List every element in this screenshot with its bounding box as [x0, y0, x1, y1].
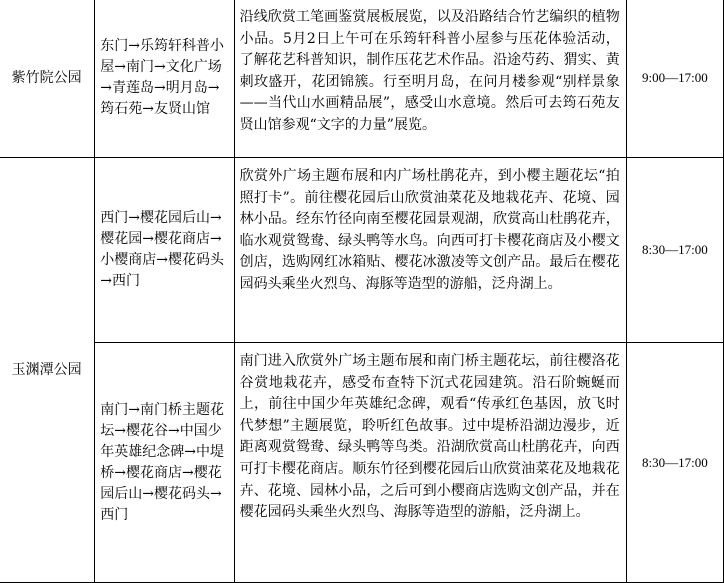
- description-text: 欣赏外广场主题布展和内广场杜鹃花卉，到小樱主题花坛“拍照打卡”。前往樱花园后山欣赏油菜花及地栽花卉、花境、园林小品。经东竹径向南至樱花园景观湖，欣赏高山杜鹃花卉，临水观赏鸳鸯、绿头鸭等水鸟。向西可打卡樱花商店及小樱文创店，选购网红冰箱贴、樱花冰激凌等文创产品。最后在樱花园码头乘坐火烈鸟、海豚等造型的游船，泛舟湖上。: [239, 168, 620, 292]
- route-cell: [95, 0, 234, 158]
- opening-hours-cell: 9:00—17:00: [626, 0, 723, 158]
- opening-hours-cell: 8:30—17:00: [626, 343, 723, 583]
- description-cell: [234, 0, 626, 158]
- route-text: 西门→樱花园后山→樱花园→樱花商店→小樱商店→樱花码头→西门: [100, 210, 224, 289]
- park-name-cell: 紫竹院公园: [0, 0, 95, 158]
- route-text: 东门→乐筠轩科普小屋→南门→文化广场→青莲岛→明月岛→筠石苑→友贤山馆: [100, 38, 224, 117]
- description-cell: [234, 343, 626, 583]
- table-row: [0, 0, 724, 158]
- description-text: 南门进入欣赏外广场主题布展和南门桥主题花坛，前往樱洛花谷赏地栽花卉，感受布查特下沉式花园建筑。沿石阶蜿蜒而上，前往中国少年英雄纪念碑，观看“传承红色基因，放飞时代梦想”主题展览，聆听红色故事。过中堤桥沿湖边漫步，近距离观赏鸳鸯、绿头鸭等鸟类。沿湖欣赏高山杜鹃花卉，向西可打卡樱花商店。顺东竹径到樱花园后山欣赏油菜花及地栽花卉、花境、园林小品，之后可到小樱商店选购文创产品，并在樱花园码头乘坐火烈鸟、海豚等造型的游船，泛舟湖上。: [239, 353, 620, 521]
- opening-hours-cell: 8:30—17:00: [626, 158, 723, 343]
- route-text: 南门→南门桥主题花坛→樱花谷→中国少年英雄纪念碑→中堤桥→樱花商店→樱花园后山→樱花码头→西门: [100, 401, 224, 523]
- table-row: [0, 343, 724, 583]
- table-row: [0, 158, 724, 343]
- description-text: 沿线欣赏工笔画鉴赏展板展览，以及沿路结合竹艺编织的植物小品。5月2日上午可在乐筠轩科普小屋参与压花体验活动，了解花艺科普知识，制作压花艺术作品。沿途芍药、猬实、黄刺玫盛开，花团锦簇。行至明月岛，在问月楼参观“别样景象——当代山水画精品展”，感受山水意境。然后可去筠石苑友贤山馆参观“文字的力量”展览。: [239, 9, 620, 133]
- route-cell: [95, 343, 234, 583]
- route-cell: [95, 158, 234, 343]
- description-cell: [234, 158, 626, 343]
- park-name-cell: 玉渊潭公园: [0, 158, 95, 583]
